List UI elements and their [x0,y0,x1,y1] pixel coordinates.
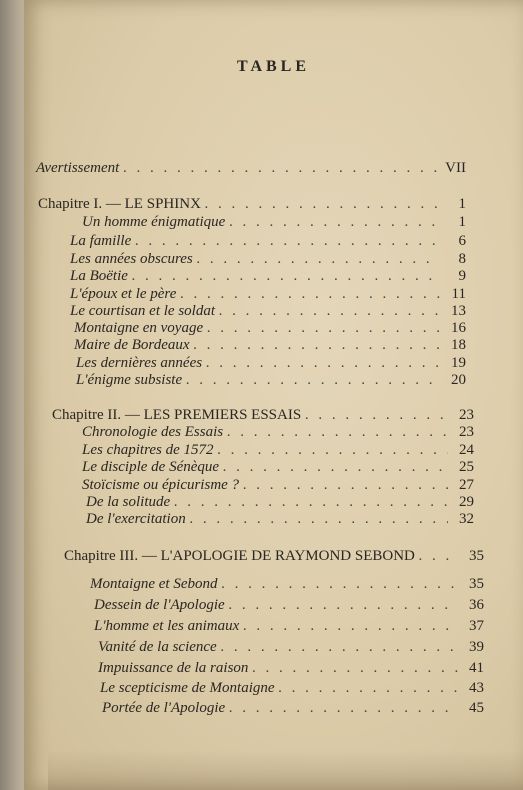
dot-leader [223,459,448,476]
dot-leader [197,251,440,268]
toc-entry-page: 45 [469,700,484,716]
toc-entry-label: Les années obscures [70,251,193,267]
dot-leader [419,548,458,565]
toc-entry [70,233,466,250]
dot-leader [174,494,448,511]
toc-entry-page: 11 [451,286,466,302]
toc-entry-page: VII [445,160,466,176]
toc-entry [70,303,466,320]
toc-entry [74,337,466,354]
dot-leader [252,660,458,677]
toc-entry [90,576,484,593]
toc-entry [74,320,466,337]
toc-entry-page: 32 [459,511,474,527]
toc-entry [76,355,466,372]
toc-chapter-3 [64,548,484,565]
toc-entry-label: L'énigme subsiste [76,372,183,388]
dot-leader [243,477,448,494]
dot-leader [221,639,458,656]
toc-entry-label: Les dernières années [76,355,203,371]
toc-entry-page: 8 [458,251,466,267]
toc-chapter-label: Chapitre I. — LE SPHINX [38,196,201,212]
toc-entry-label: Avertissement [36,160,120,176]
dot-leader [186,372,440,389]
toc-chapter-page: 35 [469,548,484,564]
toc-entry-page: 27 [459,477,474,493]
toc-entry-page: 6 [458,233,466,249]
toc-chapter-1 [38,196,466,213]
toc-chapter-page: 23 [459,407,474,423]
toc-entry-page: 41 [469,660,484,676]
toc-entry-label: Maire de Bordeaux [74,337,190,353]
toc-entry-page: 23 [459,424,474,440]
toc-entry-label: Le scepticisme de Montaigne [100,680,275,696]
toc-entry-label: Dessein de l'Apologie [94,597,225,613]
toc-entry [100,680,484,697]
dot-leader [229,700,458,717]
toc-entry-label: De la solitude [86,494,171,510]
toc-chapter-label: Chapitre III. — L'APOLOGIE DE RAYMOND SEBOND [64,548,415,564]
toc-entry-label: La Boëtie [70,268,128,284]
toc-entry-page: 35 [469,576,484,592]
book-page [24,0,523,790]
toc-entry-page: 9 [458,268,466,284]
dot-leader [305,407,448,424]
dot-leader [218,442,448,459]
toc-entry [94,597,484,614]
dot-leader [132,268,440,285]
toc-entry-page: 25 [459,459,474,475]
toc-chapter-2 [52,407,474,424]
toc-entry-label: Le disciple de Sénèque [82,459,220,475]
page-bottom-shadow [48,750,523,790]
toc-entry [82,442,474,459]
toc-entry-label: Stoïcisme ou épicurisme ? [82,477,240,493]
toc-entry [70,251,466,268]
dot-leader [207,320,440,337]
toc-entry-label: Montaigne en voyage [74,320,204,336]
toc-entry-label: Un homme énigmatique [82,214,226,230]
toc-chapter-page: 1 [458,196,466,212]
dot-leader [180,286,440,303]
dot-leader [194,337,440,354]
toc-entry-page: 19 [451,355,466,371]
toc-entry-page: 29 [459,494,474,510]
toc-entry-page: 18 [451,337,466,353]
toc-entry [82,477,474,494]
dot-leader [279,680,458,697]
dot-leader [243,618,458,635]
toc-chapter-label: Chapitre II. — LES PREMIERS ESSAIS [52,407,302,423]
toc-entry-label: Vanité de la science [98,639,217,655]
dot-leader [229,597,458,614]
toc-entry [98,660,484,677]
dot-leader [229,214,440,231]
toc-entry [94,618,484,635]
toc-entry [98,639,484,656]
toc-entry-page: 13 [451,303,466,319]
toc-entry [86,511,474,528]
toc-entry [82,214,466,231]
toc-entry [102,700,484,717]
toc-entry-label: Chronologie des Essais [82,424,224,440]
toc-entry-label: Les chapitres de 1572 [82,442,214,458]
toc-entry [76,372,466,389]
dot-leader [219,303,440,320]
toc-entry-avertissement [36,160,466,177]
toc-entry [82,459,474,476]
toc-entry-page: 24 [459,442,474,458]
toc-entry-label: Portée de l'Apologie [102,700,226,716]
toc-entry-label: Le courtisan et le soldat [70,303,215,319]
toc-entry-page: 16 [451,320,466,336]
toc-entry-page: 39 [469,639,484,655]
dot-leader [205,196,440,213]
dot-leader [221,576,458,593]
toc-entry-label: Impuissance de la raison [98,660,249,676]
toc-entry-page: 36 [469,597,484,613]
toc-entry-page: 37 [469,618,484,634]
toc-entry-label: La famille [70,233,132,249]
toc-entry-label: L'époux et le père [70,286,177,302]
dot-leader [206,355,440,372]
dot-leader [227,424,448,441]
toc-entry-page: 20 [451,372,466,388]
toc-entry-label: Montaigne et Sebond [90,576,218,592]
toc-entry [82,424,474,441]
dot-leader [123,160,440,177]
toc-entry [86,494,474,511]
toc-entry [70,286,466,303]
dot-leader [135,233,440,250]
toc-entry-label: L'homme et les animaux [94,618,240,634]
toc-entry-page: 43 [469,680,484,696]
dot-leader [190,511,448,528]
toc-entry [70,268,466,285]
page-title: TABLE [236,58,311,75]
toc-entry-label: De l'exercitation [86,511,186,527]
toc-entry-page: 1 [458,214,466,230]
